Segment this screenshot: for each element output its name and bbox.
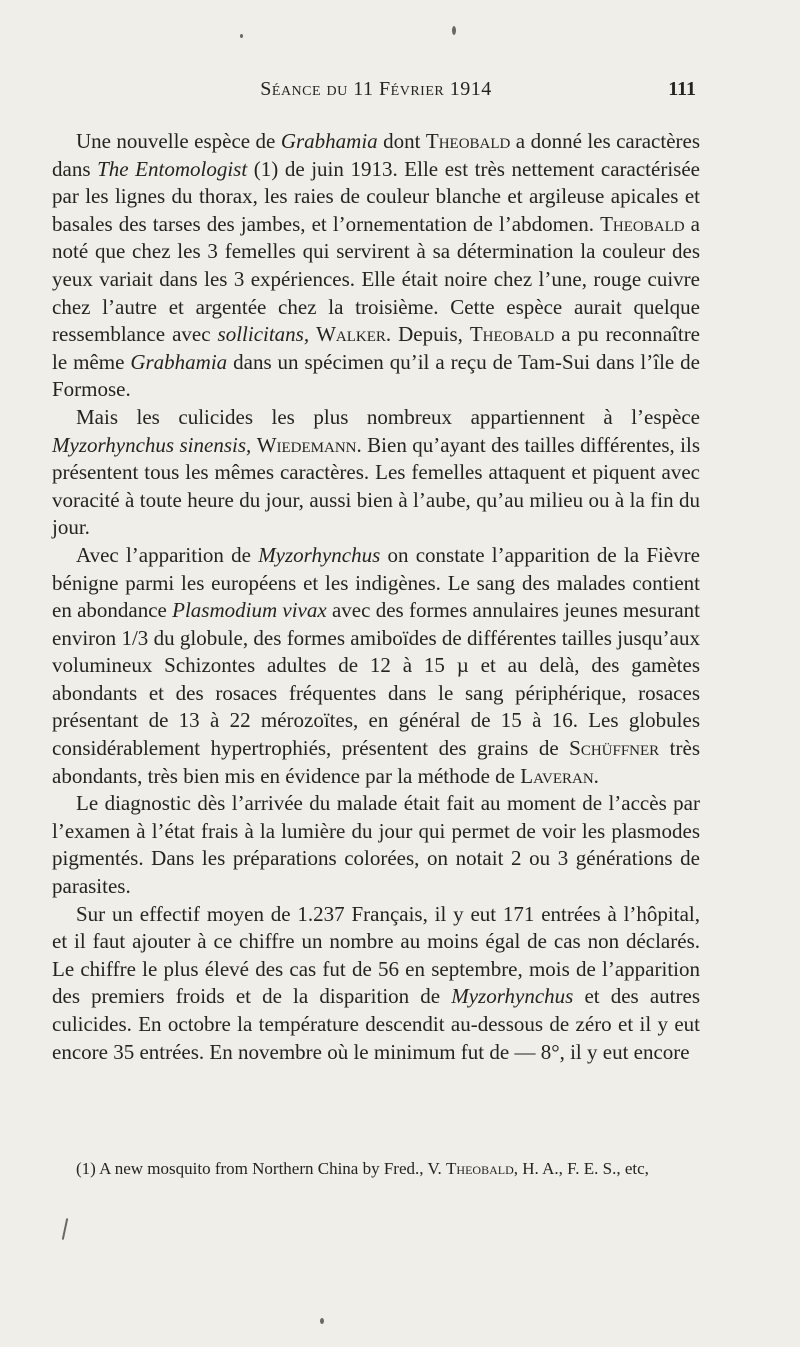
- text-run: a noté que chez les 3 femelles qui servirent à sa détermination la couleur des yeux variait dans les 3 expériences. Elle était noire chez l’une, rouge cuivre chez l’autre et argentée chez la troisième. Cette espèce aurait quelque ressemblance avec: [52, 211, 700, 347]
- main-text: [52, 128, 700, 1066]
- footnote: [52, 1157, 700, 1181]
- author-name: Laveran: [520, 763, 594, 788]
- paragraph: [52, 128, 700, 404]
- text-run: très abondants, très bien mis en évidence par la méthode de: [52, 736, 700, 788]
- scan-speck: [452, 26, 456, 35]
- scan-speck: [240, 34, 243, 38]
- page-number: 111: [668, 78, 696, 100]
- text-run: on constate l’apparition de la Fièvre bénigne parmi les européens et les indigènes. Le sang des malades contient en abondance: [52, 542, 700, 623]
- author-name: Theobald: [446, 1159, 514, 1178]
- italic-text: Myzorhynchus sinensis,: [52, 432, 252, 457]
- scan-speck: [320, 1318, 324, 1324]
- scan-speck: [62, 1218, 69, 1240]
- text-run: a pu reconnaître le même: [52, 322, 701, 374]
- text-run: Avec l’apparition de: [76, 542, 259, 567]
- italic-text: Plasmodium vivax: [172, 598, 327, 623]
- italic-text: The Entomologist: [97, 156, 248, 181]
- italic-text: sollicitans,: [217, 322, 310, 347]
- italic-text: Myzorhynchus: [258, 542, 381, 567]
- text-run: , H. A., F. E. S., etc,: [513, 1159, 649, 1178]
- author-name: Wiedemann: [256, 432, 357, 457]
- italic-text: Grabhamia: [130, 349, 228, 374]
- author-name: Theobald: [469, 322, 555, 347]
- author-name: Theobald: [600, 211, 685, 236]
- author-name: Schüffner: [569, 736, 660, 761]
- italic-text: Grabhamia: [280, 129, 378, 153]
- text-run: . Depuis,: [385, 322, 470, 347]
- text-run: avec des formes annulaires jeunes mesurant environ 1/3 du globule, des formes amiboïdes de différentes tailles jusqu’aux volumineux Schizontes adultes de 12 à 15 µ et au delà, des gamètes abondants et des rosaces fréquentes dans le sang périphérique, rosaces présentant de 13 à 22 mérozoïtes, en général de 15 à 16. Les globules considérablement hypertrophiés, présentent des grains de: [52, 598, 700, 761]
- paragraph: [52, 404, 700, 542]
- text-run: .: [593, 763, 599, 788]
- author-name: Theobald: [425, 129, 511, 153]
- text-run: dans un spécimen qu’il a reçu de Tam-Sui dans l’île de Formose.: [52, 349, 700, 402]
- text-run: . Bien qu’ayant des tailles différentes, ils présentent tous les mêmes caractères. Les femelles attaquent et piquent avec voracité à toute heure du jour, aussi bien à l’aube, qu’au milieu ou à la fin du jour.: [52, 432, 700, 540]
- text-run: Sur un effectif moyen de 1.237 Français, il y eut 171 entrées à l’hôpital, et il faut ajouter à ce chiffre un nombre au moins égal de cas non déclarés. Le chiffre le plus élevé des cas fut de 56 en septembre, mois de l’apparition des premiers froids et de la disparition de: [52, 901, 700, 1009]
- text-run: dont: [377, 129, 426, 153]
- author-name: Walker: [316, 322, 386, 347]
- text-run: (1) de juin 1913. Elle est très nettement caractérisée par les lignes du thorax, les raies de couleur blanche et argileuse apicales et basales des tarses des jambes, et l’ornementation de l’abdomen.: [52, 156, 700, 236]
- italic-text: Myzorhynchus: [451, 984, 574, 1009]
- text-run: Mais les culicides les plus nombreux appartiennent à l’espèce: [76, 404, 700, 429]
- paragraph: [52, 542, 700, 790]
- running-title: Séance du 11 Février 1914: [260, 78, 492, 100]
- text-run: Une nouvelle espèce de: [76, 129, 281, 153]
- text-run: et des autres culicides. En octobre la température descendit au-dessous de zéro et il y eut encore 35 entrées. En novembre où le minimum fut de — 8°, il y eut encore: [52, 984, 700, 1064]
- paragraph: [52, 901, 700, 1067]
- text-run: Le diagnostic dès l’arrivée du malade était fait au moment de l’accès par l’examen à l’état frais à la lumière du jour qui permet de voir les plasmodes pigmentés. Dans les préparations colorées, on notait 2 ou 3 générations de parasites.: [52, 791, 700, 899]
- paragraph: [52, 790, 700, 900]
- text-run: a donné les caractères dans: [52, 129, 700, 181]
- text-run: (1) A new mosquito from Northern China by Fred., V.: [76, 1159, 447, 1178]
- running-header: [56, 78, 696, 101]
